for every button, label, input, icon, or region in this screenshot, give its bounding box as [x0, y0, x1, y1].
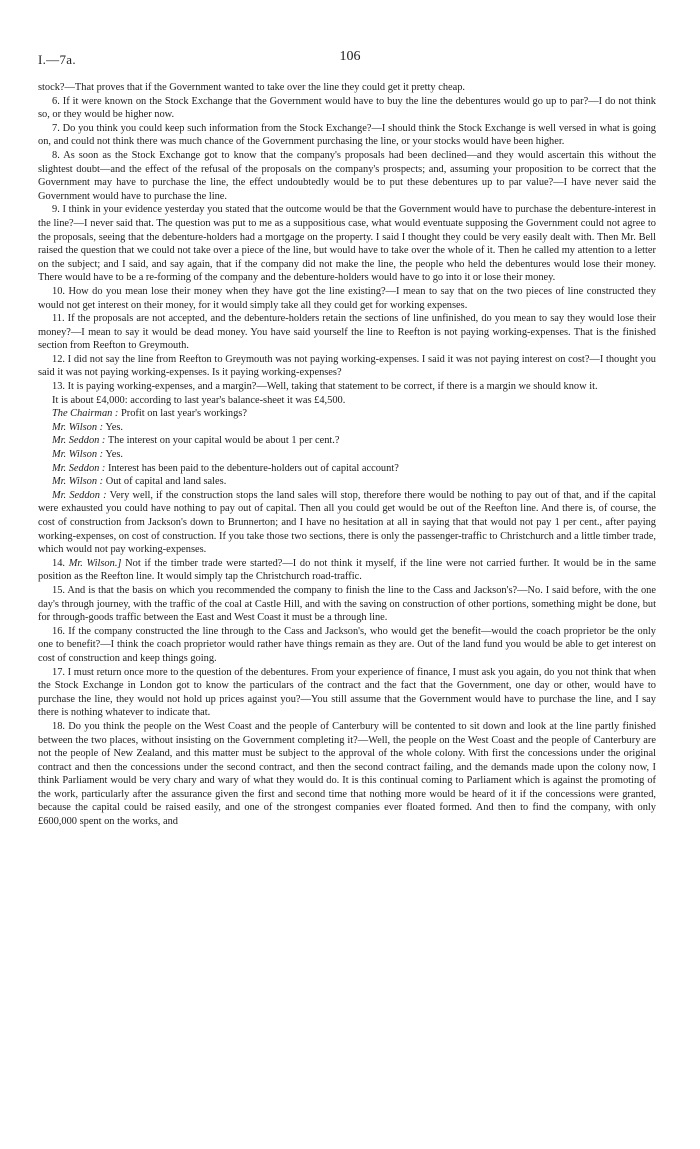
paragraph-text: Yes.	[105, 421, 124, 433]
speaker-label: Mr. Seddon :	[52, 435, 106, 447]
paragraph	[38, 353, 656, 380]
paragraph-text: 17. I must return once more to the question of the debentures. From your experience of finance, I must ask you again, do you not think that when the Stock Exchange in London got to know the particulars of the contract and the fact that the Government, one day or other, would have to purchase the line, they would not hold up prices against you?—You still assume that the Government would have to purchase the line, and I say there is nothing whatever to indicate that.	[38, 666, 656, 719]
paragraph-text: 9. I think in your evidence yesterday you stated that the outcome would be that the Government would have to purchase the debenture-interest in the line?—I never said that. The question was put to me as a suppositious case, what would eventuate supposing the Government could not agree to the proposals, seeing that the debenture-holders had a mortgage on the property. I said I thought they could be very easily dealt with. Then Mr. Bell raised the question that we could not take over a piece of the line, but would have to take over the whole of it. Then he called my attention to a letter on the subject; and I said, and say again, that if the company did not make the line, the people who held the debentures would lose their money. There would have to be a re-forming of the company and the debenture-holders would have to go into it or lose their money.	[38, 204, 656, 284]
paragraph-text: Yes.	[105, 449, 124, 461]
paragraph-text: 18. Do you think the people on the West Coast and the people of Canterbury will be contented to sit down and look at the line partly finished between the two places, without insisting on the Government completing it?—Well, the people on the West Coast and the people of Canterbury are not the people of New Zealand, and this matter must be subject to the approval of the whole colony. With first the concessions under the original contract and then the concessions under the second contract, and then the second contract failing, and the demands made upon the colony now, I think Parliament would be very chary and wary of what they would do. It is this continual coming to Parliament which is against the promoting of the work, particularly after the assurance given the first and second time that nothing more would be heard of it if the concessions were granted, because the capital could be raised easily, and one of the strongest companies ever floated formed. And then to find the company, with only £600,000 spent on the works, and	[38, 720, 656, 828]
paragraph	[38, 434, 656, 448]
paragraph	[38, 666, 656, 720]
speaker-label: Mr. Wilson :	[52, 449, 104, 461]
document-body	[38, 81, 656, 829]
paragraph-text: The interest on your capital would be about 1 per cent.?	[107, 435, 340, 447]
speaker-label: Mr. Seddon :	[52, 462, 106, 474]
paragraph-text: Not if the timber trade were started?—I do not think it myself, if the line were not carried further. It would be in the same position as the Reefton line. It would simply tap the Christchurch road-traffic.	[38, 557, 656, 583]
paragraph-text: It is about £4,000: according to last year's balance-sheet it was £4,500.	[52, 394, 346, 406]
paragraph-text: 10. How do you mean lose their money when they have got the line existing?—I mean to say that on the two pieces of line constructed they would not get interest on their money, for it would simply take all they could get for working expenses.	[38, 285, 656, 311]
paragraph-text: Profit on last year's workings?	[121, 408, 247, 420]
paragraph	[38, 584, 656, 625]
paragraph	[38, 448, 656, 462]
paragraph-text: Interest has been paid to the debenture-holders out of capital account?	[108, 462, 399, 474]
document-reference: I.—7a.	[38, 52, 76, 67]
paragraph	[38, 149, 656, 203]
paragraph	[38, 475, 656, 489]
paragraph-text: Very well, if the construction stops the land sales will stop, therefore there would be nothing to pay out of that, and if the capital were exhausted you could have nothing to pay out of capital. Then all you could get would be out of the Reefton line. And there is, of course, the cost of construction from Jackson's down to Brunnerton; and I have no hesitation at all in saying that that would not pay 1 per cent., after paying working-expenses, on cost of construction. If you take those two sections, there is only the passenger-traffic to Christchurch and a little timber trade, which would not pay working-expenses.	[38, 489, 657, 556]
paragraph-text: 7. Do you think you could keep such information from the Stock Exchange?—I should think the Stock Exchange is well versed in what is going on, and could not think there was much chance of the Government purchasing the line, or your stocks would have been higher.	[38, 122, 656, 148]
paragraph	[38, 81, 656, 95]
paragraph	[38, 285, 656, 312]
paragraph	[38, 462, 656, 476]
speaker-label: The Chairman :	[52, 408, 119, 420]
speaker-label: Mr. Wilson :	[52, 476, 104, 488]
page-number: 106	[339, 49, 361, 64]
paragraph-text: Out of capital and land sales.	[105, 476, 227, 488]
paragraph	[38, 557, 656, 584]
paragraph	[38, 380, 656, 394]
paragraph-text: 13. It is paying working-expenses, and a margin?—Well, taking that statement to be correct, if there is a margin we should know it.	[52, 381, 598, 393]
paragraph	[38, 312, 656, 353]
paragraph	[38, 625, 656, 666]
paragraph	[38, 720, 656, 829]
paragraph	[38, 203, 656, 285]
speaker-label: 14. Mr. Wilson.]	[52, 557, 122, 569]
paragraph-text: 6. If it were known on the Stock Exchange that the Government would have to buy the line the debentures would go up to par?—I do not think so, or they would be higher now.	[38, 95, 656, 121]
paragraph-text: 11. If the proposals are not accepted, and the debenture-holders retain the sections of line unfinished, do you mean to say they would lose their money?—I mean to say it would be dead money. You have said yourself the line to Reefton is not paying working-expenses. That is the finished section from Reefton to Greymouth.	[38, 313, 656, 352]
paragraph	[38, 407, 656, 421]
speaker-label: Mr. Seddon :	[52, 489, 107, 501]
paragraph-text: stock?—That proves that if the Government wanted to take over the line they could get it pretty cheap.	[38, 82, 466, 93]
paragraph	[38, 421, 656, 435]
paragraph	[38, 489, 656, 557]
paragraph	[38, 394, 656, 408]
paragraph	[38, 95, 656, 122]
paragraph-text: 15. And is that the basis on which you recommended the company to finish the line to the Cass and Jackson's?—No. I said before, with the one day's through journey, with the traffic of the coal at Castle Hill, and with the saving on construction of other portions, something might be done, but for through-goods traffic between the East and West Coast it must be a through line.	[38, 584, 656, 624]
paragraph-text: 12. I did not say the line from Reefton to Greymouth was not paying working-expenses. I said it was not paying interest on cost?—I thought you said it was not paying working-expenses. Is it paying working-expenses?	[38, 353, 656, 379]
paragraph-text: 16. If the company constructed the line through to the Cass and Jackson's, who would get the benefit—would the coach proprietor be the only one to benefit?—I think the coach proprietor would rather have things remain as they are. Out of the land fund you would be able to get interest on cost of construction and keep things going.	[38, 625, 656, 664]
speaker-label: Mr. Wilson :	[52, 421, 104, 433]
paragraph-text: 8. As soon as the Stock Exchange got to know that the company's proposals had been declined—and they would ascertain this without the slightest doubt—and the effect of the refusal of the proposals on the company's prospects; and, assuming your proposition to be correct that the Government may have to purchase the line, the effect undoubtedly would be to put these debentures up to par value?—I have never said the Government would have to purchase the line.	[38, 149, 656, 202]
paragraph	[38, 122, 656, 149]
